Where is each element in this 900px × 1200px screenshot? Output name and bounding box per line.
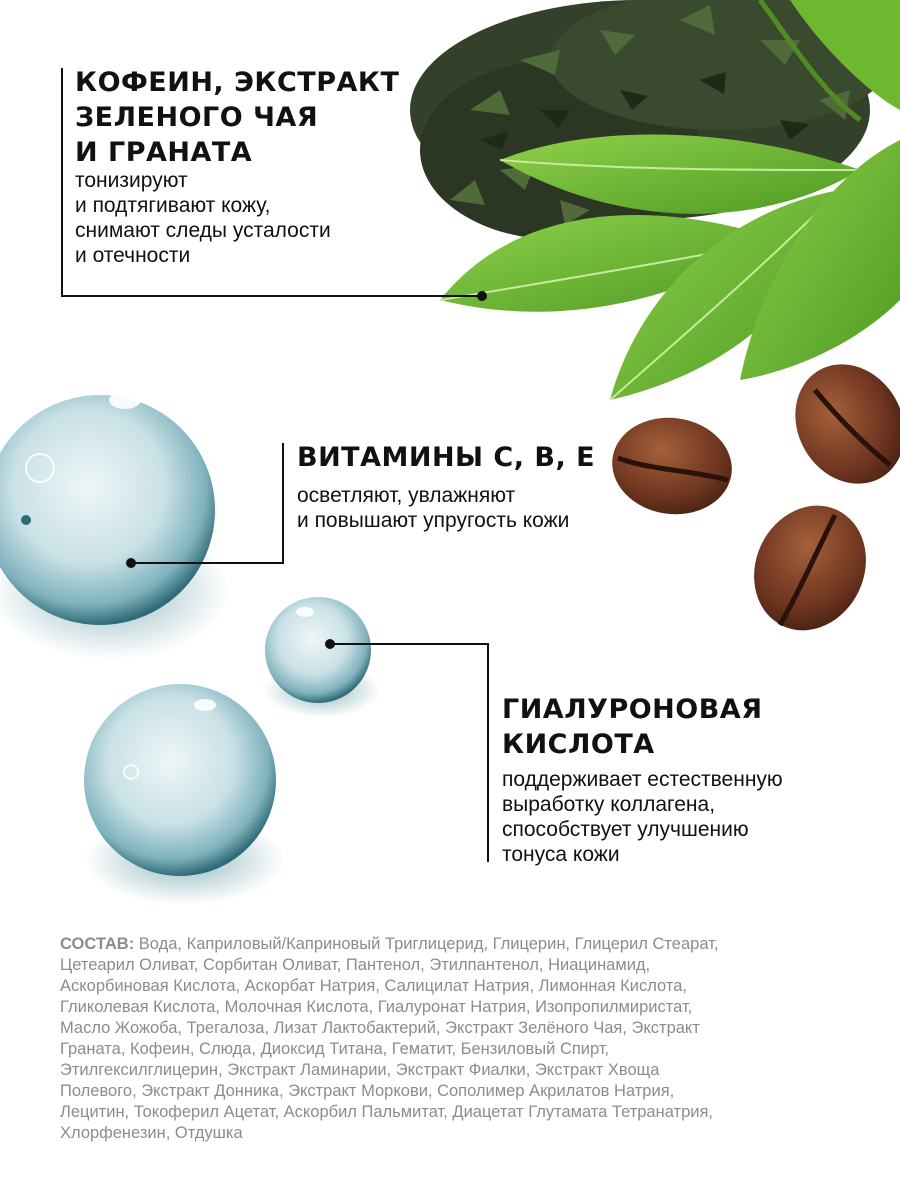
heading-line: ВИТАМИНЫ С, В, Е	[297, 442, 596, 473]
coffee-bean-icon	[774, 344, 900, 503]
composition-line	[60, 934, 860, 955]
heading-line: ЗЕЛЕНОГО ЧАЯ	[75, 102, 319, 133]
connector-dot	[126, 558, 136, 568]
composition-line-text: Вода, Каприловый/Каприновый Триглицерид, Глицерин, Глицерил Стеарат,	[134, 935, 719, 953]
desc-line: и повышают упругость кожи	[297, 509, 570, 532]
heading-hyaluronic-acid	[502, 692, 763, 762]
desc-line: и отечности	[75, 244, 191, 267]
heading-line: КИСЛОТА	[502, 729, 655, 760]
composition-line: Хлорфенезин, Отдушка	[60, 1124, 243, 1142]
coffee-bean-icon	[606, 410, 738, 522]
heading-line: ГИАЛУРОНОВАЯ	[502, 694, 763, 725]
composition-line: Полевого, Экстракт Донника, Экстракт Моркови, Сополимер Акрилатов Натрия,	[60, 1082, 675, 1100]
composition-line: Граната, Кофеин, Слюда, Диоксид Титана, Гематит, Бензиловый Спирт,	[60, 1040, 610, 1058]
desc-line: осветляют, увлажняют	[297, 484, 516, 507]
connector-dot	[325, 639, 335, 649]
connector-dot	[477, 291, 487, 301]
description-caffeine-tea-pomegranate	[75, 168, 331, 268]
heading-line: КОФЕИН, ЭКСТРАКТ	[75, 67, 400, 98]
desc-line: способствует улучшению	[502, 818, 749, 841]
desc-line: выработку коллагена,	[502, 793, 716, 816]
composition-line: Гликолевая Кислота, Молочная Кислота, Гиалуронат Натрия, Изопропилмиристат,	[60, 998, 693, 1016]
heading-vitamins	[297, 440, 595, 475]
heading-caffeine-tea-pomegranate	[75, 65, 399, 170]
desc-line: снимают следы усталости	[75, 219, 331, 242]
description-hyaluronic-acid	[502, 767, 783, 867]
composition-label: СОСТАВ:	[60, 935, 135, 953]
description-vitamins	[297, 483, 569, 533]
heading-line: И ГРАНАТА	[75, 137, 253, 168]
desc-line: тонизируют	[75, 169, 188, 192]
composition-line: Масло Жожоба, Трегалоза, Лизат Лактобактерий, Экстракт Зелёного Чая, Экстракт	[60, 1019, 700, 1037]
composition-line: Лецитин, Токоферил Ацетат, Аскорбил Пальмитат, Диацетат Глутамата Тетранатрия,	[60, 1103, 714, 1121]
composition-text	[60, 934, 860, 1144]
serum-drop-icon	[0, 391, 230, 660]
desc-line: поддерживает естественную	[502, 768, 783, 791]
desc-line: и подтягивают кожу,	[75, 194, 271, 217]
desc-line: тонуса кожи	[502, 843, 620, 866]
serum-drop-icon	[84, 684, 285, 905]
coffee-bean-icon	[734, 487, 886, 649]
composition-line: Этилгексилглицерин, Экстракт Ламинарии, Экстракт Фиалки, Экстракт Хвоща	[60, 1061, 660, 1079]
composition-line: Цетеарил Оливат, Сорбитан Оливат, Пантенол, Этилпантенол, Ниацинамид,	[60, 956, 651, 974]
serum-drop-icon	[264, 597, 380, 718]
composition-line: Аскорбиновая Кислота, Аскорбат Натрия, Салицилат Натрия, Лимонная Кислота,	[60, 977, 687, 995]
